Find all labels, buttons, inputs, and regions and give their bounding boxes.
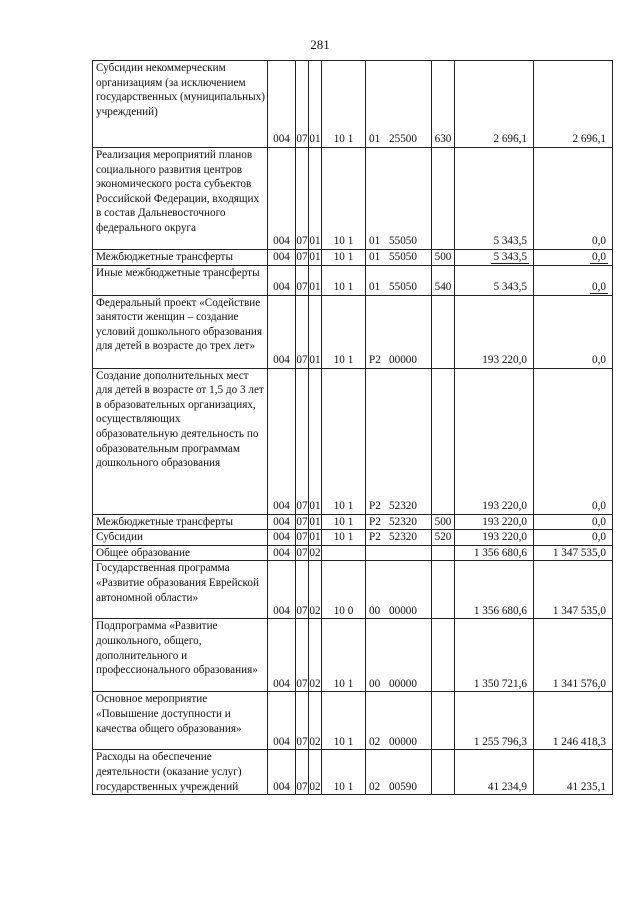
amount-year-2	[534, 545, 613, 561]
amount-year-1-value: 2 696,1	[493, 133, 527, 146]
page-number: 281	[310, 37, 330, 52]
amount-year-1-value: 193 220,0	[482, 354, 527, 366]
target-sub-code: 00	[369, 604, 381, 617]
expense-type-code	[432, 295, 455, 368]
expense-type-code	[432, 368, 455, 514]
amount-year-2-value: 0,0	[592, 515, 606, 528]
subsection-code: 01	[309, 265, 322, 295]
subsection-code: 01	[309, 61, 322, 148]
section-code: 07	[296, 148, 309, 250]
row-name: Субсидии	[93, 530, 268, 546]
table-row	[93, 295, 613, 368]
target-sub-code: 00	[369, 677, 381, 690]
target-sub-code: 01	[369, 235, 381, 248]
amount-year-2	[534, 561, 613, 619]
row-name: Расходы на обеспечение деятельности (оказание услуг) государственных учреждений	[93, 750, 268, 795]
amount-year-1-value: 1 356 680,6	[473, 604, 527, 617]
target-program-code: 10 1	[322, 368, 366, 514]
target-sub-code: 01	[369, 251, 381, 263]
target-program-code: 10 1	[322, 61, 366, 148]
subsection-code: 01	[309, 514, 322, 530]
amount-year-2-value: 0,0	[592, 251, 606, 263]
target-direction-code: 00000	[389, 354, 417, 366]
target-item-code	[366, 368, 432, 514]
amount-year-1	[455, 619, 534, 692]
subsection-code: 01	[309, 148, 322, 250]
subsection-code: 01	[309, 250, 322, 266]
expense-type-code: 540	[432, 265, 455, 295]
amount-year-2	[534, 61, 613, 148]
target-program-code	[322, 545, 366, 561]
amount-year-1	[455, 514, 534, 530]
table-row	[93, 368, 613, 514]
amount-year-1	[455, 692, 534, 750]
amount-year-2-value: 1 347 535,0	[552, 546, 606, 559]
target-sub-code: P2	[369, 531, 381, 544]
ministry-code: 004	[268, 250, 296, 266]
row-name: Межбюджетные трансферты	[93, 250, 268, 266]
amount-year-2-value: 0,0	[592, 500, 606, 512]
table-row	[93, 530, 613, 546]
amount-year-2	[534, 619, 613, 692]
ministry-code: 004	[268, 368, 296, 514]
amount-year-1	[455, 561, 534, 619]
amount-year-2-value: 41 235,1	[566, 780, 606, 793]
amount-year-2	[534, 265, 613, 295]
target-item-code	[366, 545, 432, 561]
row-name: Общее образование	[93, 545, 268, 561]
target-program-code: 10 1	[322, 295, 366, 368]
section-code: 07	[296, 61, 309, 148]
ministry-code: 004	[268, 692, 296, 750]
row-name: Федеральный проект «Содействие занятости женщин – создание условий дошкольного образования для детей в возрасте до трех лет»	[93, 295, 268, 368]
expense-type-code	[432, 148, 455, 250]
row-name: Подпрограмма «Развитие дошкольного, общего, дополнительного и профессионального образования»	[93, 619, 268, 692]
amount-year-1-value: 1 350 721,6	[473, 677, 527, 690]
row-name: Основное мероприятие «Повышение доступности и качества общего образования»	[93, 692, 268, 750]
subsection-code: 02	[309, 619, 322, 692]
section-code: 07	[296, 265, 309, 295]
table-row	[93, 148, 613, 250]
amount-year-2	[534, 514, 613, 530]
amount-year-1-value: 1 255 796,3	[473, 735, 527, 748]
amount-year-2-value: 0,0	[592, 531, 606, 544]
amount-year-2	[534, 750, 613, 795]
amount-year-2	[534, 368, 613, 514]
table-row	[93, 250, 613, 266]
target-item-code	[366, 750, 432, 795]
table-row	[93, 561, 613, 619]
section-code: 07	[296, 250, 309, 266]
subsection-code: 02	[309, 692, 322, 750]
target-direction-code: 55050	[389, 251, 417, 263]
amount-year-1-value: 193 220,0	[482, 500, 527, 512]
amount-year-1-value: 41 234,9	[487, 780, 527, 793]
expense-type-code	[432, 561, 455, 619]
amount-year-2	[534, 250, 613, 266]
target-sub-code: 02	[369, 780, 381, 793]
amount-year-1	[455, 750, 534, 795]
amount-year-2	[534, 295, 613, 368]
target-sub-code: P2	[369, 515, 381, 528]
target-item-code	[366, 250, 432, 266]
amount-year-2-value: 2 696,1	[572, 133, 606, 146]
ministry-code: 004	[268, 148, 296, 250]
row-name: Государственная программа «Развитие образования Еврейской автономной области»	[93, 561, 268, 619]
amount-year-1-value: 193 220,0	[482, 515, 527, 528]
expense-type-code: 630	[432, 61, 455, 148]
table-row	[93, 61, 613, 148]
subsection-code: 01	[309, 295, 322, 368]
expense-type-code: 520	[432, 530, 455, 546]
expense-type-code	[432, 692, 455, 750]
budget-table	[92, 60, 613, 795]
ministry-code: 004	[268, 545, 296, 561]
subsection-code: 01	[309, 368, 322, 514]
amount-year-2-value: 1 341 576,0	[552, 677, 606, 690]
target-program-code: 10 1	[322, 750, 366, 795]
target-program-code: 10 1	[322, 148, 366, 250]
table-row	[93, 265, 613, 295]
target-sub-code: 01	[369, 281, 381, 293]
target-program-code: 10 0	[322, 561, 366, 619]
target-direction-code: 55050	[389, 281, 417, 293]
table-row	[93, 692, 613, 750]
section-code: 07	[296, 295, 309, 368]
target-program-code: 10 1	[322, 692, 366, 750]
expense-type-code	[432, 545, 455, 561]
amount-year-2-value: 0,0	[592, 235, 606, 248]
subsection-code: 01	[309, 530, 322, 546]
ministry-code: 004	[268, 619, 296, 692]
amount-year-2-value: 1 347 535,0	[552, 604, 606, 617]
target-sub-code: P2	[369, 500, 381, 512]
target-program-code: 10 1	[322, 619, 366, 692]
target-direction-code: 00590	[389, 780, 417, 793]
subsection-code: 02	[309, 561, 322, 619]
target-sub-code: 01	[369, 133, 381, 146]
amount-year-1	[455, 295, 534, 368]
target-program-code: 10 1	[322, 530, 366, 546]
target-direction-code: 55050	[389, 235, 417, 248]
ministry-code: 004	[268, 514, 296, 530]
table-row	[93, 514, 613, 530]
target-direction-code: 00000	[389, 604, 417, 617]
section-code: 07	[296, 750, 309, 795]
expense-type-code: 500	[432, 250, 455, 266]
ministry-code: 004	[268, 61, 296, 148]
target-item-code	[366, 148, 432, 250]
target-program-code: 10 1	[322, 265, 366, 295]
section-code: 07	[296, 619, 309, 692]
target-direction-code: 52320	[389, 500, 417, 512]
row-name: Межбюджетные трансферты	[93, 514, 268, 530]
amount-year-2	[534, 530, 613, 546]
target-sub-code: 02	[369, 735, 381, 748]
expense-type-code	[432, 619, 455, 692]
target-direction-code: 52320	[389, 515, 417, 528]
section-code: 07	[296, 530, 309, 546]
ministry-code: 004	[268, 265, 296, 295]
subsection-code: 02	[309, 545, 322, 561]
section-code: 07	[296, 692, 309, 750]
amount-year-1	[455, 368, 534, 514]
target-direction-code: 25500	[389, 133, 417, 146]
target-item-code	[366, 619, 432, 692]
target-direction-code: 52320	[389, 531, 417, 544]
row-name: Иные межбюджетные трансферты	[93, 265, 268, 295]
amount-year-2	[534, 692, 613, 750]
target-program-code: 10 1	[322, 514, 366, 530]
target-direction-code: 00000	[389, 735, 417, 748]
amount-year-1-value: 5 343,5	[493, 251, 527, 263]
amount-year-1	[455, 545, 534, 561]
amount-year-1	[455, 530, 534, 546]
amount-year-1-value: 5 343,5	[493, 235, 527, 248]
ministry-code: 004	[268, 750, 296, 795]
amount-year-2-value: 0,0	[592, 281, 606, 293]
target-item-code	[366, 692, 432, 750]
target-program-code: 10 1	[322, 250, 366, 266]
table-row	[93, 545, 613, 561]
ministry-code: 004	[268, 295, 296, 368]
expense-type-code: 500	[432, 514, 455, 530]
amount-year-2-value: 0,0	[592, 354, 606, 366]
target-sub-code: P2	[369, 354, 381, 366]
amount-year-1	[455, 148, 534, 250]
amount-year-1-value: 1 356 680,6	[473, 546, 527, 559]
section-code: 07	[296, 368, 309, 514]
target-item-code	[366, 265, 432, 295]
row-name: Реализация мероприятий планов социального развития центров экономического роста субъектов Российской Федерации, входящих в состав Дальневосточного федерального округа	[93, 148, 268, 250]
section-code: 07	[296, 561, 309, 619]
subsection-code: 02	[309, 750, 322, 795]
target-item-code	[366, 514, 432, 530]
amount-year-1	[455, 250, 534, 266]
expense-type-code	[432, 750, 455, 795]
target-direction-code: 00000	[389, 677, 417, 690]
amount-year-2	[534, 148, 613, 250]
section-code: 07	[296, 514, 309, 530]
amount-year-1-value: 5 343,5	[493, 281, 527, 293]
table-row	[93, 619, 613, 692]
table-row	[93, 750, 613, 795]
amount-year-2-value: 1 246 418,3	[552, 735, 606, 748]
amount-year-1-value: 193 220,0	[482, 531, 527, 544]
row-name: Субсидии некоммерческим организациям (за исключением государственных (муниципальных) учреждений)	[93, 61, 268, 148]
target-item-code	[366, 295, 432, 368]
row-name: Создание дополнительных мест для детей в возрасте от 1,5 до 3 лет в образовательных организациях, осуществляющих образовательную деятельность по образовательным программам дошкольного образования	[93, 368, 268, 514]
ministry-code: 004	[268, 561, 296, 619]
section-code: 07	[296, 545, 309, 561]
ministry-code: 004	[268, 530, 296, 546]
target-item-code	[366, 61, 432, 148]
target-item-code	[366, 530, 432, 546]
target-item-code	[366, 561, 432, 619]
amount-year-1	[455, 265, 534, 295]
amount-year-1	[455, 61, 534, 148]
